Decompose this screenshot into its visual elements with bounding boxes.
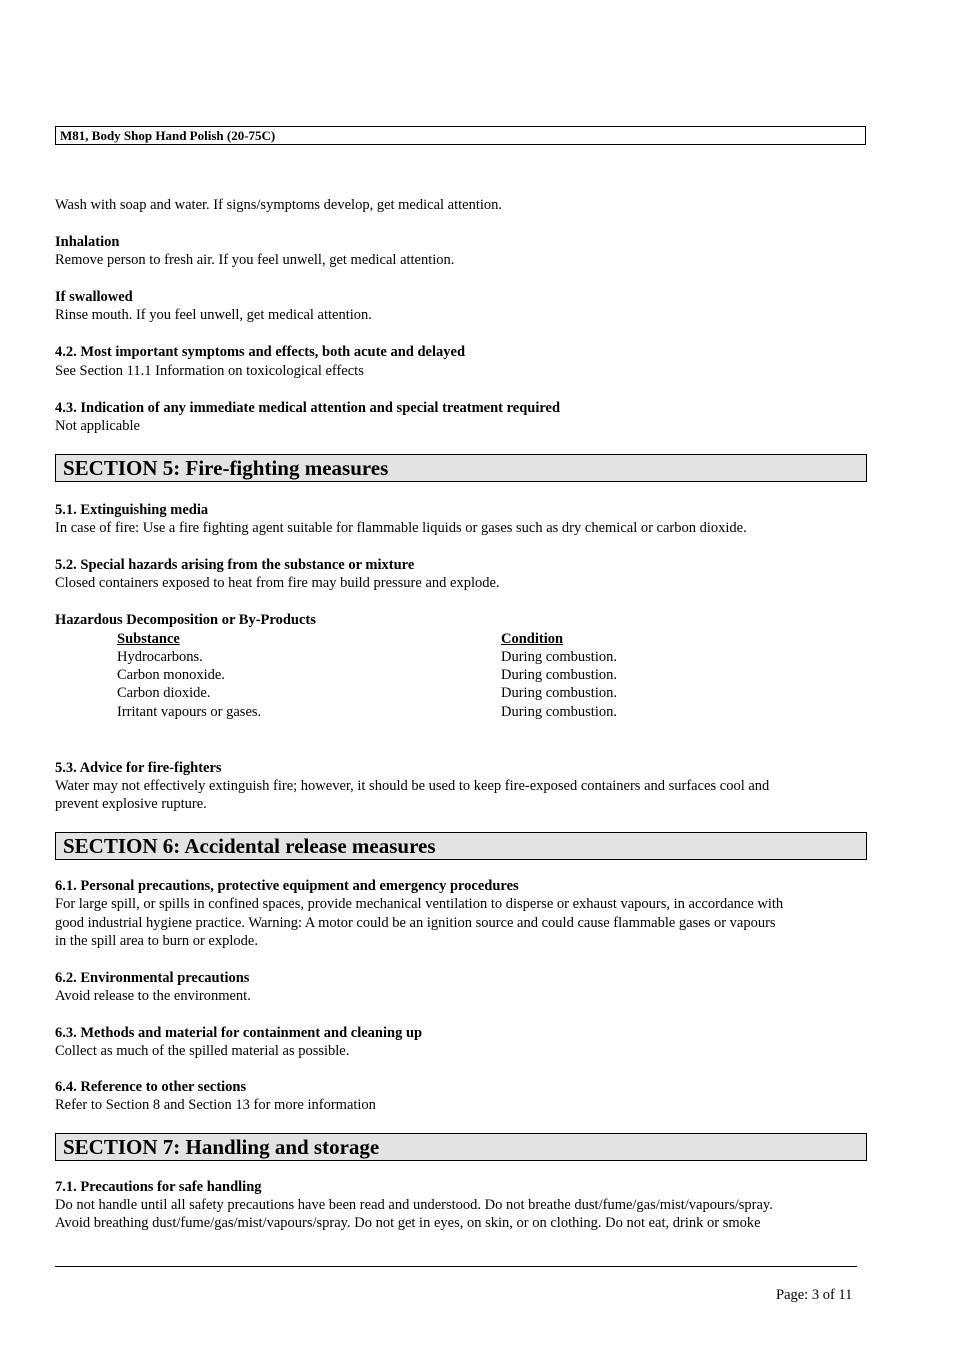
table-cell-substance: Irritant vapours or gases. [117,704,262,720]
table-header-substance: Substance [117,631,180,647]
product-header-box [55,126,866,145]
section-6-1-text-line: For large spill, or spills in confined spaces, provide mechanical ventilation to disperse or exhaust vapours, in accordance with [55,896,784,912]
section-4-3-heading: 4.3. Indication of any immediate medical attention and special treatment required [55,400,561,416]
hazardous-decomposition-heading: Hazardous Decomposition or By-Products [55,612,316,628]
section-4-3-text: Not applicable [55,418,140,434]
section-6-header [55,832,867,860]
inhalation-heading: Inhalation [55,234,120,250]
section-6-3-text: Collect as much of the spilled material as possible. [55,1043,350,1059]
swallowed-text: Rinse mouth. If you feel unwell, get medical attention. [55,307,372,323]
table-cell-condition: During combustion. [501,667,617,683]
table-cell-substance: Carbon monoxide. [117,667,225,683]
section-6-4-text: Refer to Section 8 and Section 13 for more information [55,1097,376,1113]
section-6-4-heading: 6.4. Reference to other sections [55,1079,247,1095]
section-5-3-text-line: Water may not effectively extinguish fire; however, it should be used to keep fire-exposed containers and surfaces cool and [55,778,770,794]
section-6-3-heading: 6.3. Methods and material for containment and cleaning up [55,1025,423,1041]
section-4-2-heading: 4.2. Most important symptoms and effects, both acute and delayed [55,344,466,360]
table-cell-condition: During combustion. [501,649,617,665]
section-6-title: SECTION 6: Accidental release measures [63,834,436,858]
section-6-2-text: Avoid release to the environment. [55,988,251,1004]
table-cell-condition: During combustion. [501,685,617,701]
section-7-1-text-line: Do not handle until all safety precautions have been read and understood. Do not breathe dust/fume/gas/mist/vapours/spray. [55,1197,773,1213]
section-7-title: SECTION 7: Handling and storage [63,1135,380,1159]
inhalation-text: Remove person to fresh air. If you feel unwell, get medical attention. [55,252,455,268]
section-5-title: SECTION 5: Fire-fighting measures [63,456,389,480]
section-7-header [55,1133,867,1161]
section-6-2-heading: 6.2. Environmental precautions [55,970,250,986]
table-cell-condition: During combustion. [501,704,617,720]
section-4-2-text: See Section 11.1 Information on toxicological effects [55,363,364,379]
page-number: Page: 3 of 11 [776,1287,853,1303]
section-5-1-heading: 5.1. Extinguishing media [55,502,209,518]
section-6-1-heading: 6.1. Personal precautions, protective equipment and emergency procedures [55,878,519,894]
section-5-3-heading: 5.3. Advice for fire-fighters [55,760,222,776]
skin-text: Wash with soap and water. If signs/symptoms develop, get medical attention. [55,197,503,213]
table-header-condition: Condition [501,631,564,647]
footer-divider [55,1266,857,1267]
section-5-1-text: In case of fire: Use a fire fighting agent suitable for flammable liquids or gases such as dry chemical or carbon dioxide. [55,520,747,536]
section-7-1-heading: 7.1. Precautions for safe handling [55,1179,262,1195]
section-5-2-text: Closed containers exposed to heat from fire may build pressure and explode. [55,575,500,591]
section-6-1-text-line: good industrial hygiene practice. Warning: A motor could be an ignition source and could cause flammable gases or vapours [55,915,776,931]
section-7-1-text-line: Avoid breathing dust/fume/gas/mist/vapours/spray. Do not get in eyes, on skin, or on clothing. Do not eat, drink or smoke [55,1215,761,1231]
section-5-2-heading: 5.2. Special hazards arising from the substance or mixture [55,557,415,573]
section-5-header [55,454,867,482]
table-cell-substance: Hydrocarbons. [117,649,203,665]
swallowed-heading: If swallowed [55,289,133,305]
table-cell-substance: Carbon dioxide. [117,685,211,701]
section-5-3-text-line: prevent explosive rupture. [55,796,207,812]
product-title: M81, Body Shop Hand Polish (20-75C) [60,128,276,143]
section-6-1-text-line: in the spill area to burn or explode. [55,933,258,949]
